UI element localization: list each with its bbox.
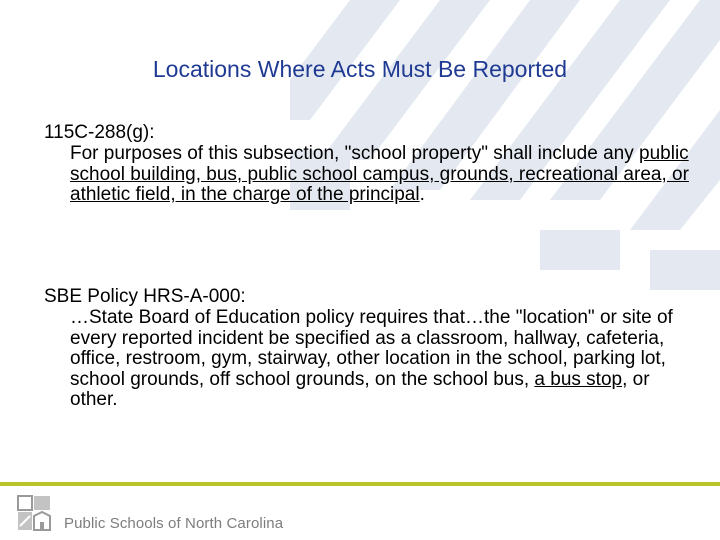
policy-text-end: , or other. — [70, 368, 650, 410]
statute-text-start: For purposes of this subsection, "school property" shall include any — [70, 143, 640, 164]
policy-text-underlined: a bus stop — [534, 368, 623, 390]
statute-text-underlined: public school building, bus, public school campus, grounds, recreational area, or athletic field, in the charge of the principal — [70, 143, 689, 205]
statute-text-end: . — [419, 184, 425, 205]
policy-heading: SBE Policy HRS-A-000: — [44, 286, 246, 307]
statute-text — [44, 144, 694, 206]
section-statute — [44, 122, 694, 206]
school-building-icon — [14, 494, 54, 534]
section-policy — [44, 286, 694, 411]
statute-heading: 115C-288(g): — [44, 122, 155, 143]
policy-text — [44, 308, 694, 411]
footer-org-name: Public Schools of North Carolina — [64, 515, 284, 532]
footer-rule — [0, 482, 720, 486]
slide-title: Locations Where Acts Must Be Reported — [152, 56, 568, 82]
policy-text-start: …State Board of Education policy requires that…the "location" or site of every reported incident be specified as a classroom, hallway, cafeteria, office, restroom, gym, stairway, other location in the school, parking lot, school grounds, off school grounds, on the school bus, — [70, 307, 673, 390]
